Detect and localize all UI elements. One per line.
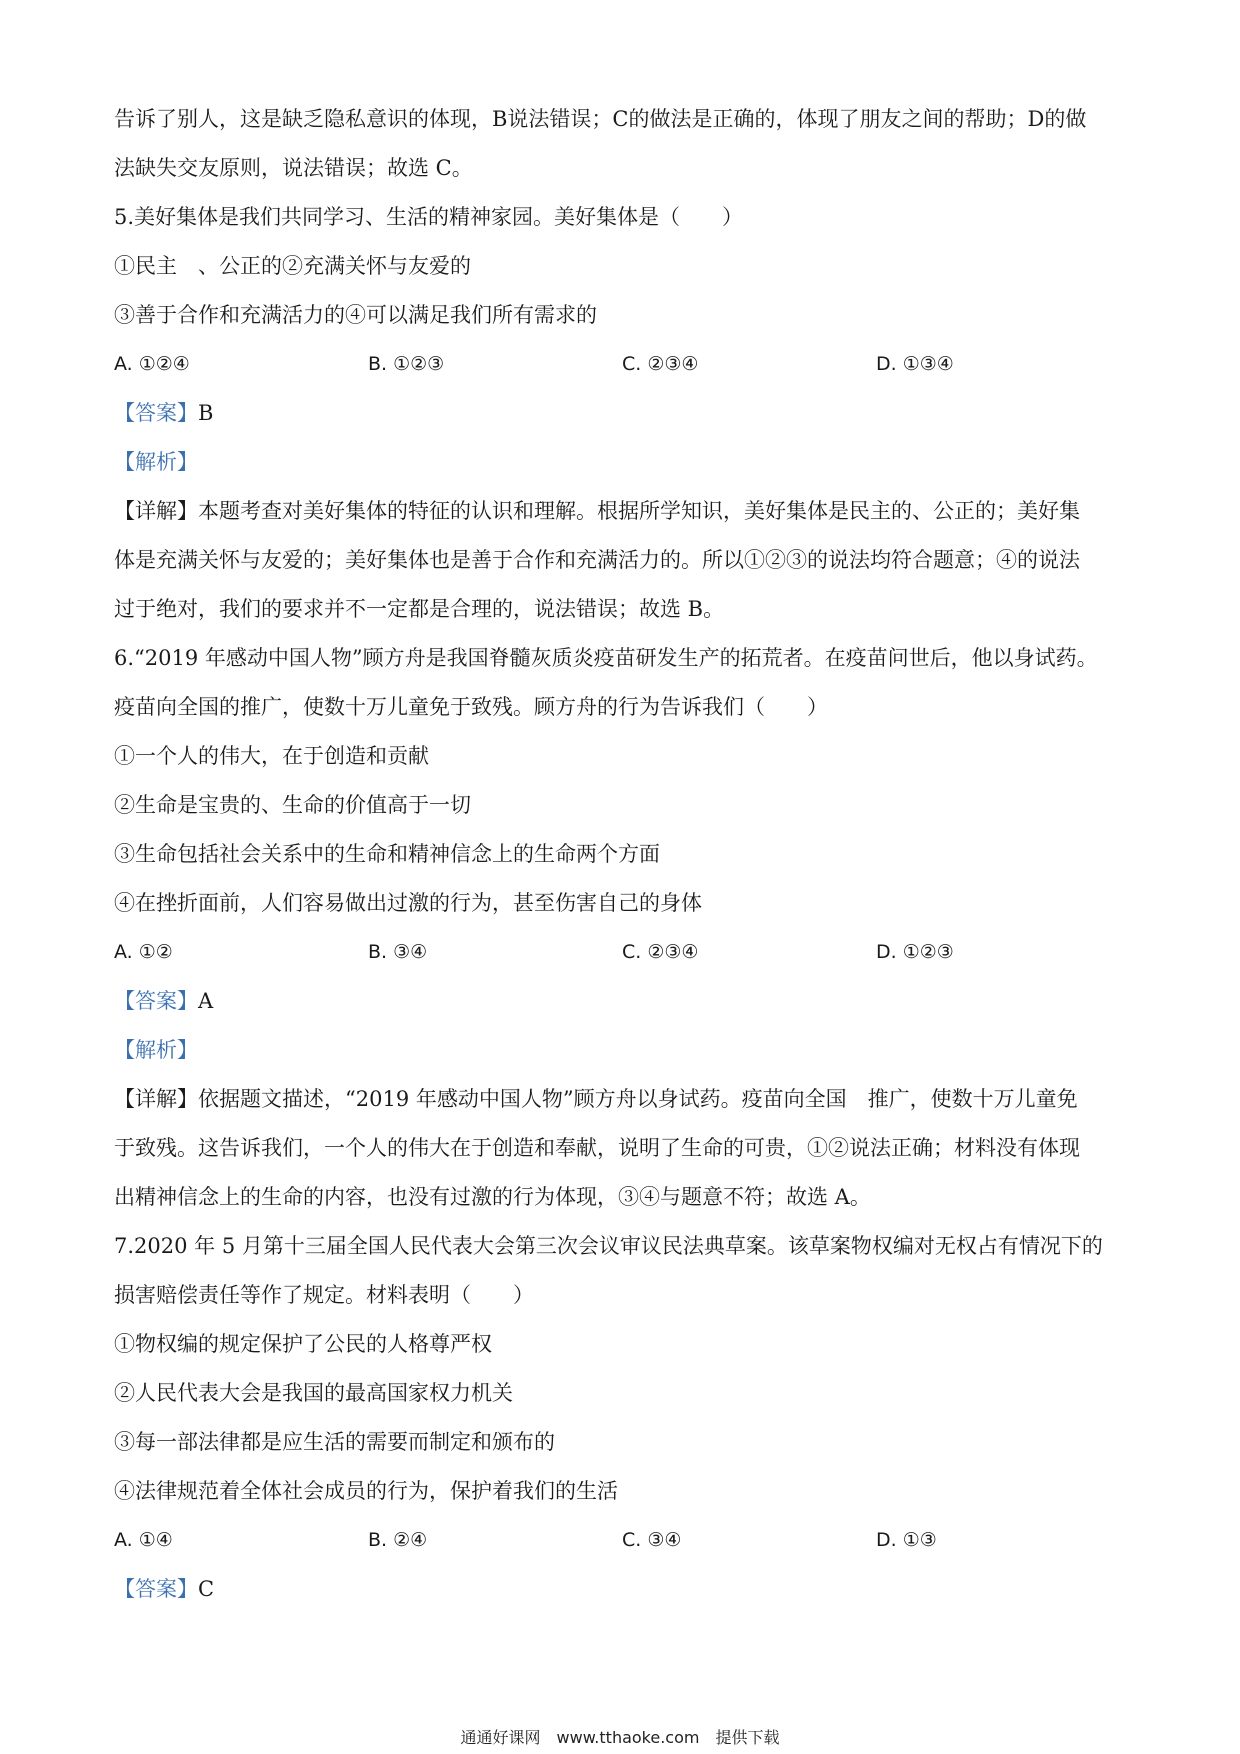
answer-line (114, 398, 1134, 428)
question-7-options (114, 1525, 1134, 1555)
analysis-tag: 【解析】 (114, 450, 198, 474)
question-7-item: ②人民代表大会是我国的最高国家权力机关 (114, 1381, 513, 1405)
detail-text: 过于绝对，我们的要求并不一定都是合理的，说法错误；故选 B。 (114, 597, 725, 621)
option-d: D. ①②③ (876, 941, 954, 963)
option-d: D. ①③④ (876, 353, 954, 375)
analysis-tag: 【解析】 (114, 1038, 198, 1062)
option-a: A. ①②④ (114, 353, 190, 375)
text-line: 法缺失交友原则，说法错误；故选 C。 (114, 156, 473, 180)
detail-text: 出精神信念上的生命的内容，也没有过激的行为体现，③④与题意不符；故选 A。 (114, 1185, 871, 1209)
answer-line (114, 986, 1134, 1016)
question-7-item: ①物权编的规定保护了公民的人格尊严权 (114, 1332, 492, 1356)
question-5-stem: 5.美好集体是我们共同学习、生活的精神家园。美好集体是（ ） (114, 205, 744, 229)
answer-line (114, 1574, 1134, 1604)
answer-tag: 【答案】 (114, 989, 198, 1013)
question-7-item: ④法律规范着全体社会成员的行为，保护着我们的生活 (114, 1479, 618, 1503)
question-6-item: ②生命是宝贵的、生命的价值高于一切 (114, 793, 471, 817)
detail-text: 【详解】依据题文描述，“2019 年感动中国人物”顾方舟以身试药。疫苗向全国 推广，使数十万儿童免 (114, 1087, 1078, 1111)
analysis-line (114, 447, 1134, 477)
answer-value: C (198, 1577, 215, 1601)
text-line: 告诉了别人，这是缺乏隐私意识的体现，B说法错误；C的做法是正确的，体现了朋友之间的帮助；D的做 (114, 107, 1087, 131)
answer-value: A (198, 989, 214, 1013)
question-7-stem: 损害赔偿责任等作了规定。材料表明（ ） (114, 1283, 534, 1307)
option-a: A. ①② (114, 941, 173, 963)
option-d: D. ①③ (876, 1529, 937, 1551)
question-6-item: ③生命包括社会关系中的生命和精神信念上的生命两个方面 (114, 842, 660, 866)
option-a: A. ①④ (114, 1529, 173, 1551)
answer-tag: 【答案】 (114, 401, 198, 425)
question-6-item: ④在挫折面前，人们容易做出过激的行为，甚至伤害自己的身体 (114, 891, 702, 915)
option-b: B. ②④ (368, 1529, 428, 1551)
option-b: B. ①②③ (368, 353, 445, 375)
question-5-options (114, 349, 1134, 379)
question-7-item: ③每一部法律都是应生活的需要而制定和颁布的 (114, 1430, 555, 1454)
question-7-stem: 7.2020 年 5 月第十三届全国人民代表大会第三次会议审议民法典草案。该草案物权编对无权占有情况下的 (114, 1234, 1103, 1258)
question-5-item: ③善于合作和充满活力的④可以满足我们所有需求的 (114, 303, 597, 327)
question-6-options (114, 937, 1134, 967)
option-c: C. ②③④ (622, 941, 699, 963)
page-footer: 通通好课网 www.tthaoke.com 提供下载 (460, 1728, 780, 1747)
question-6-stem: 6.“2019 年感动中国人物”顾方舟是我国脊髓灰质炎疫苗研发生产的拓荒者。在疫苗问世后，他以身试药。 (114, 646, 1098, 670)
option-c: C. ③④ (622, 1529, 682, 1551)
question-5-item: ①民主 、公正的②充满关怀与友爱的 (114, 254, 471, 278)
answer-value: B (198, 401, 214, 425)
analysis-line (114, 1035, 1134, 1065)
option-b: B. ③④ (368, 941, 428, 963)
detail-text: 体是充满关怀与友爱的；美好集体也是善于合作和充满活力的。所以①②③的说法均符合题意；④的说法 (114, 548, 1080, 572)
question-6-stem: 疫苗向全国的推广，使数十万儿童免于致残。顾方舟的行为告诉我们（ ） (114, 695, 828, 719)
question-6-item: ①一个人的伟大，在于创造和贡献 (114, 744, 429, 768)
detail-text: 【详解】本题考查对美好集体的特征的认识和理解。根据所学知识，美好集体是民主的、公正的；美好集 (114, 499, 1080, 523)
answer-tag: 【答案】 (114, 1577, 198, 1601)
detail-text: 于致残。这告诉我们，一个人的伟大在于创造和奉献，说明了生命的可贵，①②说法正确；材料没有体现 (114, 1136, 1080, 1160)
option-c: C. ②③④ (622, 353, 699, 375)
